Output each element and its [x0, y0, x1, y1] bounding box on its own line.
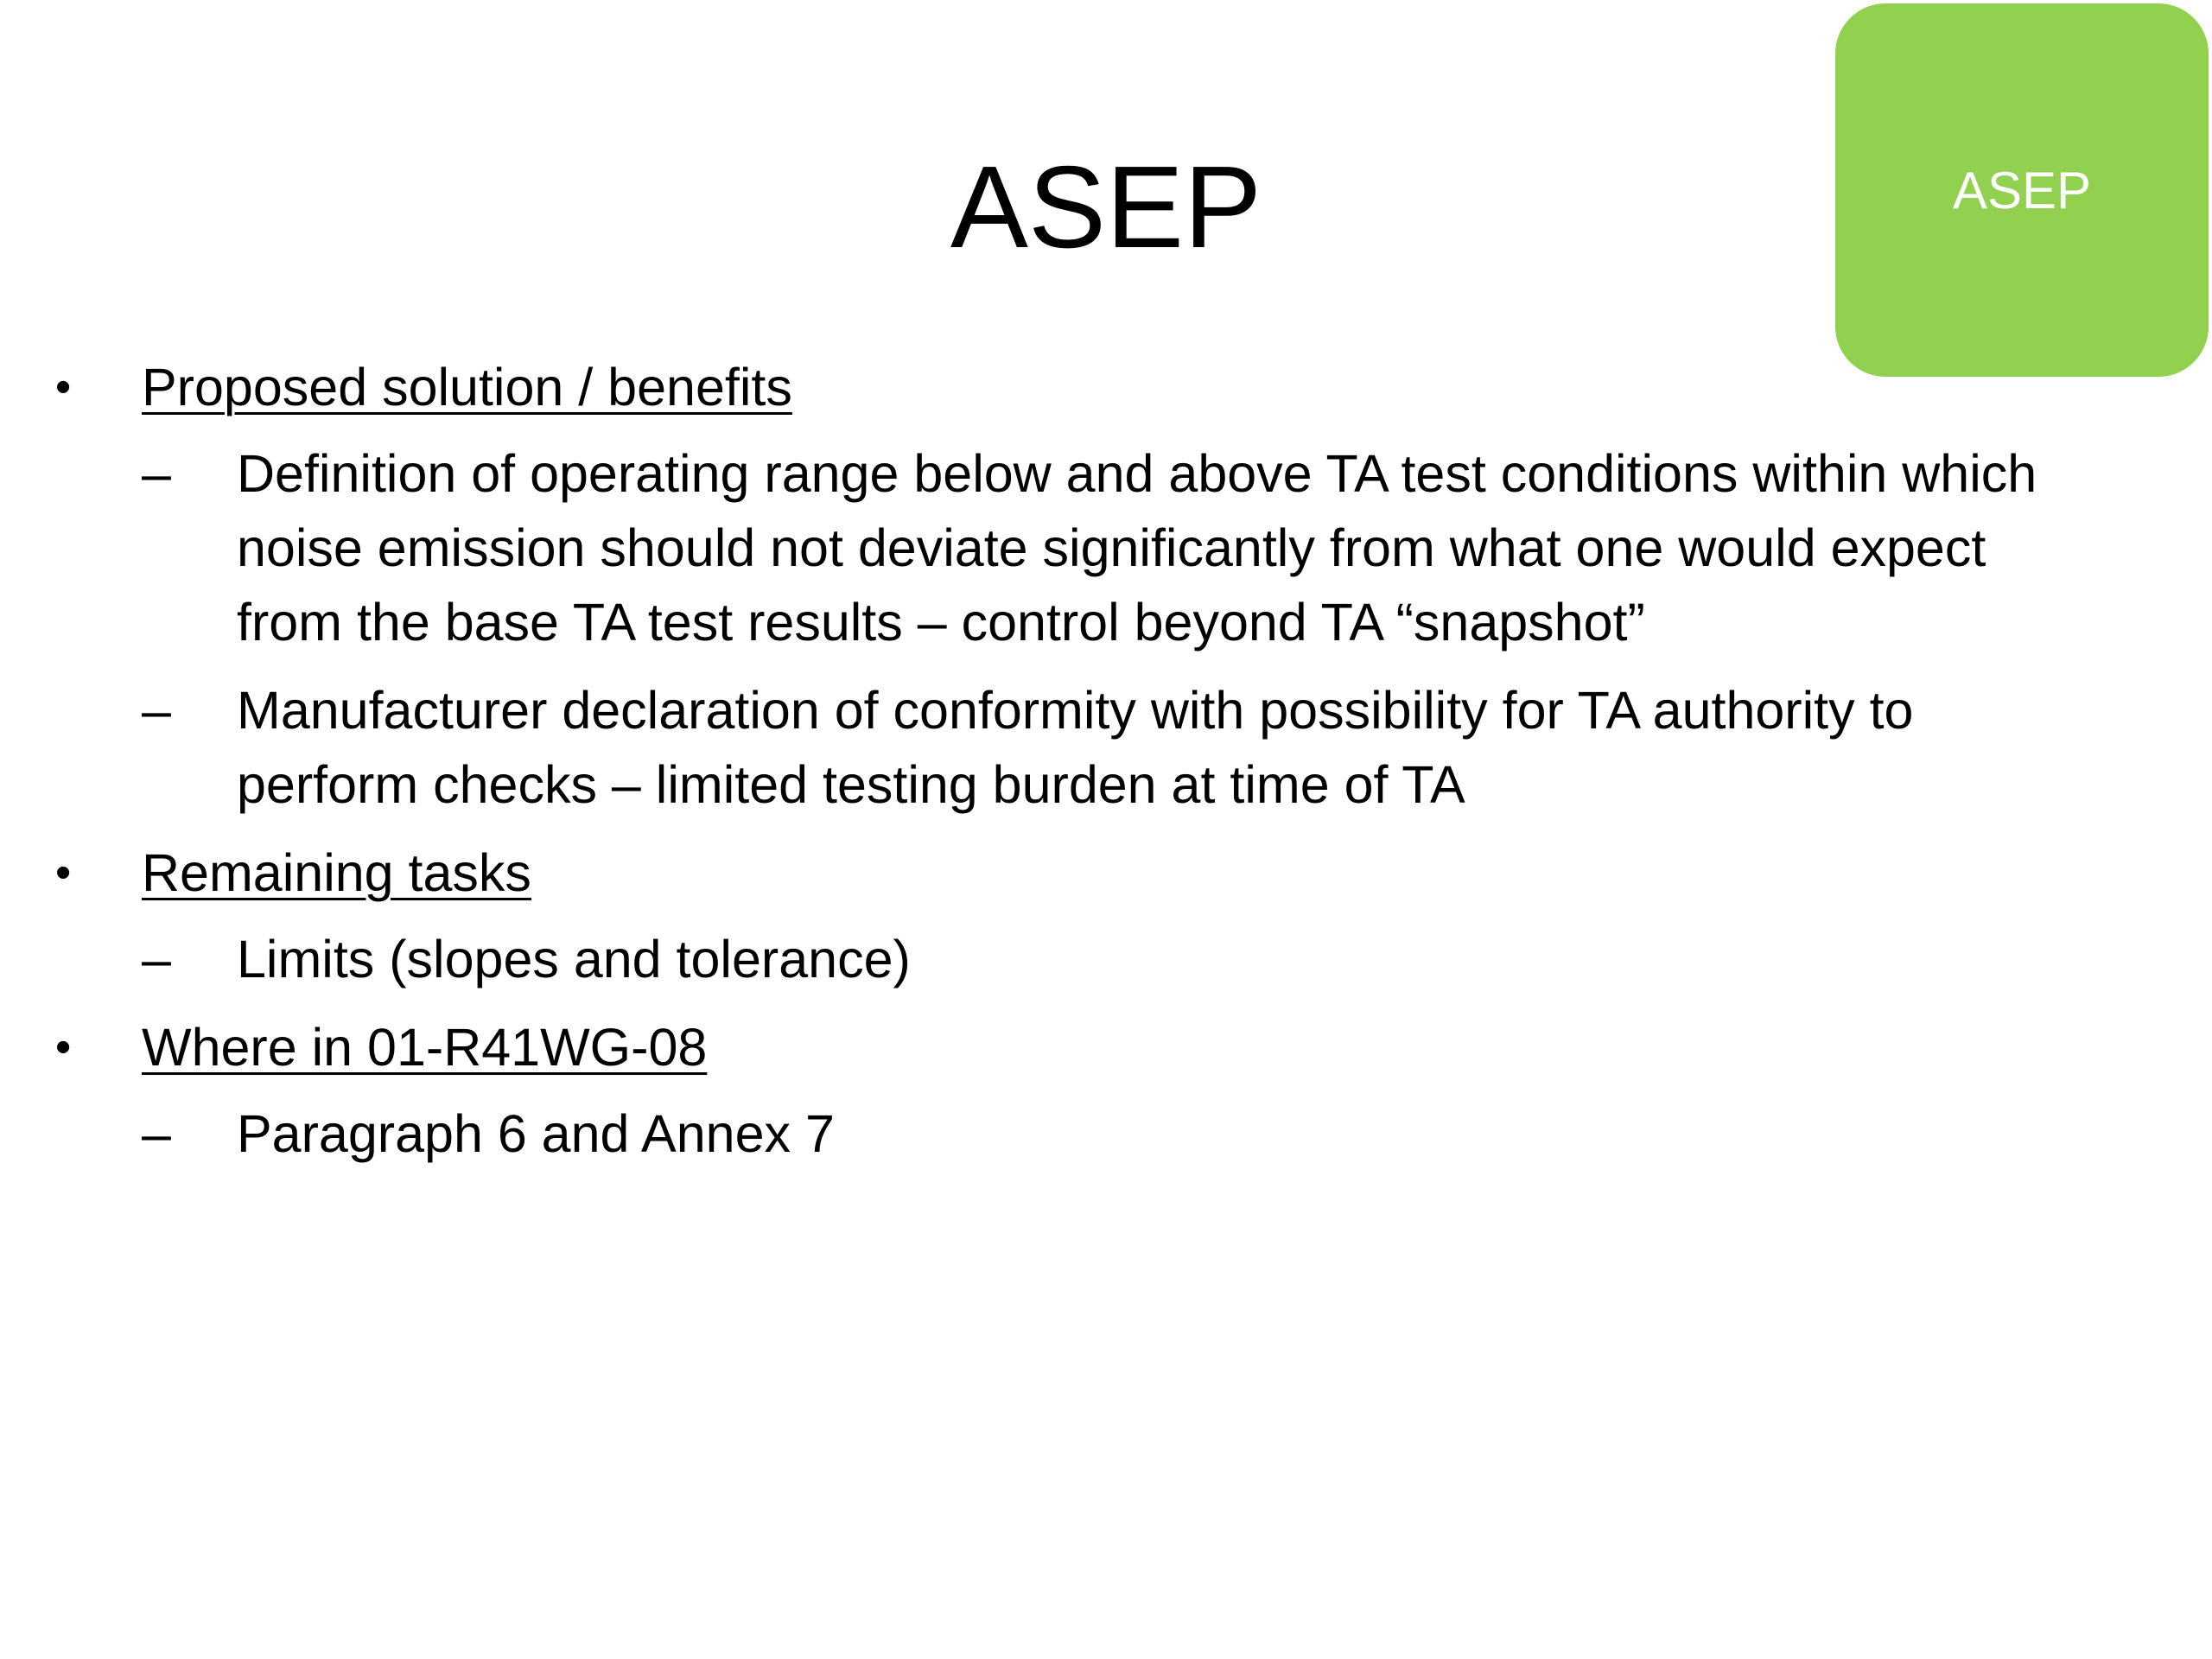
- sub-bullet-list: [142, 1096, 2053, 1171]
- section-heading: Where in 01-R41WG-08: [142, 1018, 708, 1077]
- dash-bullet-icon: –: [142, 444, 171, 503]
- bullet-section-remaining-tasks: [48, 836, 2053, 996]
- sub-bullet-text: Manufacturer declaration of conformity with possibility for TA authority to perform checks – limited testing burden at time of TA: [237, 681, 1914, 814]
- slide-content: [48, 350, 2053, 1185]
- bullet-section-proposed-solution: [48, 350, 2053, 822]
- bullet-section-where-in-document: [48, 1010, 2053, 1171]
- dash-bullet-icon: –: [142, 681, 171, 740]
- sub-bullet-item: [142, 673, 2103, 822]
- section-heading: Proposed solution / benefits: [142, 358, 792, 416]
- sub-bullet-item: [142, 1096, 2103, 1171]
- section-badge-label: ASEP: [1952, 161, 2092, 219]
- dash-bullet-icon: –: [142, 930, 171, 988]
- sub-bullet-item: [142, 922, 2103, 996]
- bullet-dot-icon: •: [55, 1022, 72, 1072]
- sub-bullet-item: [142, 436, 2103, 659]
- sub-bullet-text: Limits (slopes and tolerance): [237, 930, 911, 988]
- bullet-dot-icon: •: [55, 848, 72, 898]
- sub-bullet-text: Paragraph 6 and Annex 7: [237, 1104, 835, 1163]
- sub-bullet-text: Definition of operating range below and above TA test conditions within which noise emission should not deviate significantly from what one would expect from the base TA test results – control beyond TA “snapshot”: [237, 444, 2037, 652]
- bullet-dot-icon: •: [55, 362, 72, 412]
- sub-bullet-list: [142, 922, 2053, 996]
- section-badge: [1835, 3, 2209, 377]
- slide-title: ASEP: [950, 142, 1262, 272]
- section-heading: Remaining tasks: [142, 843, 531, 902]
- dash-bullet-icon: –: [142, 1104, 171, 1163]
- sub-bullet-list: [142, 436, 2053, 822]
